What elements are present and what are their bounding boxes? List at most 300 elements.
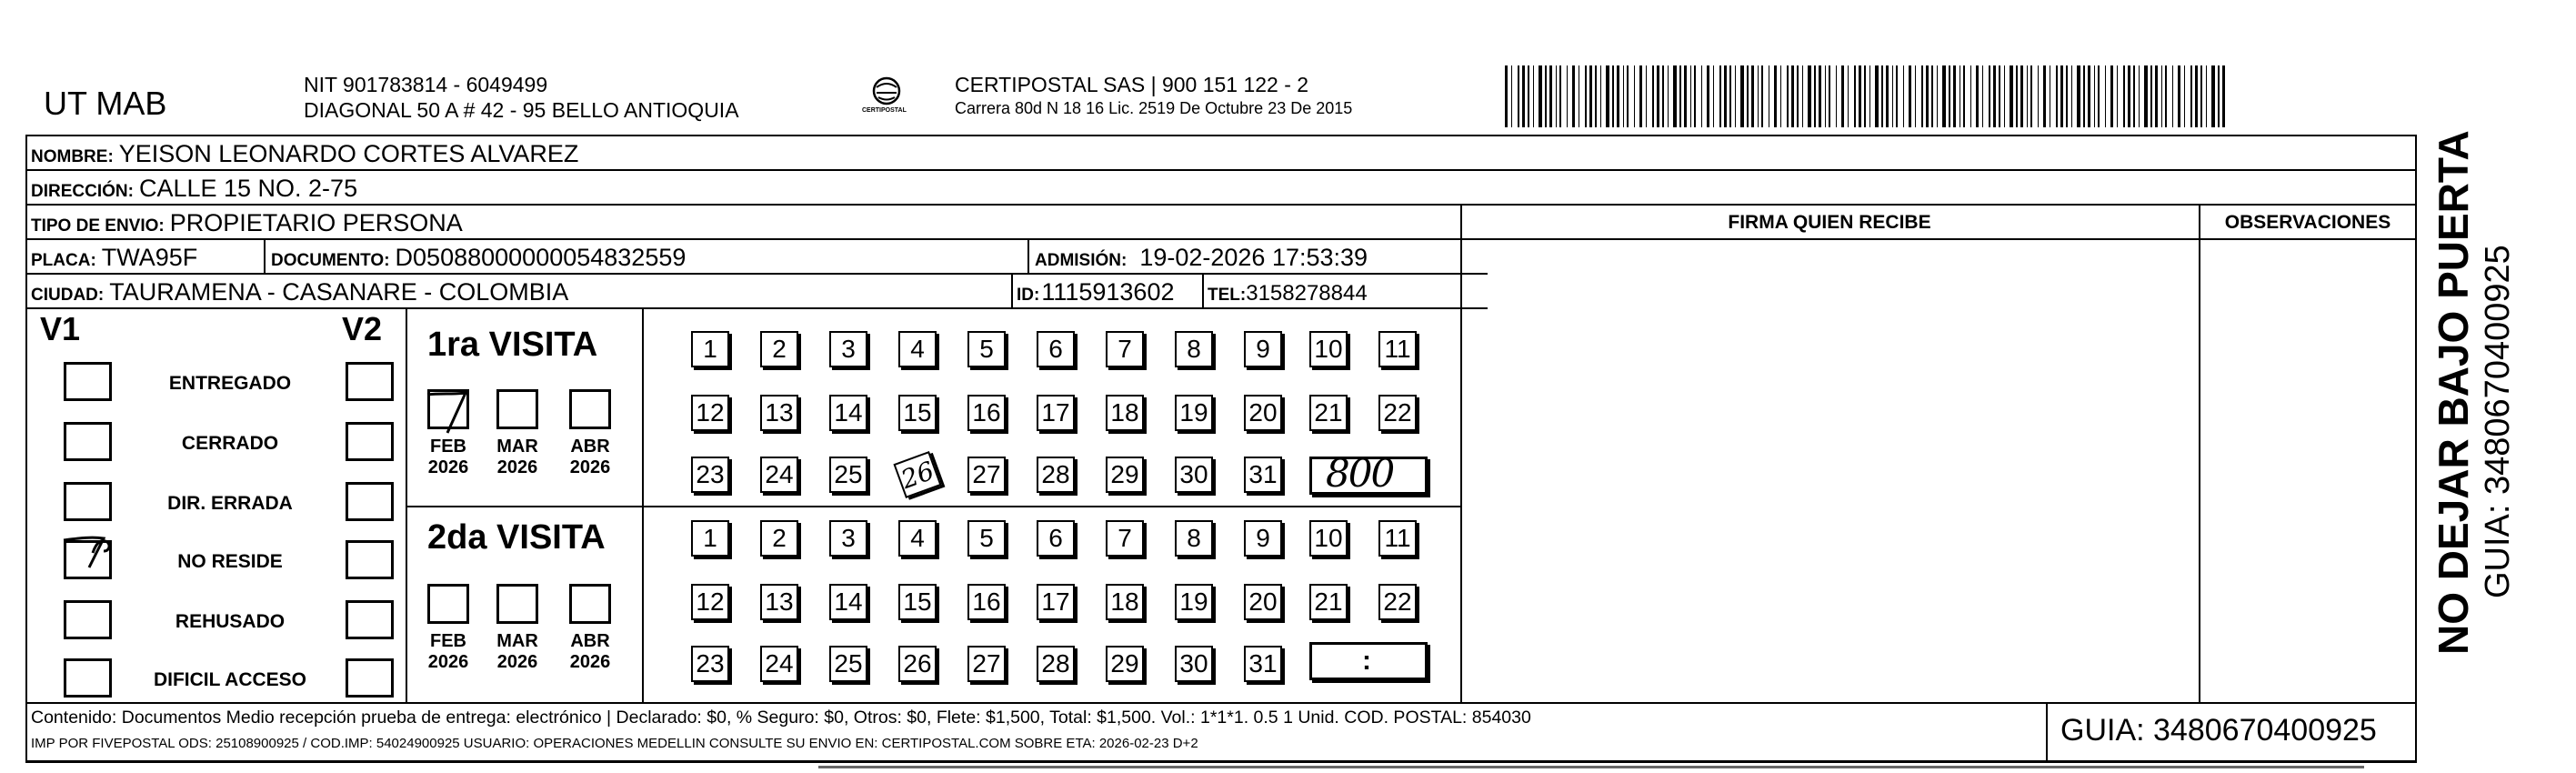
second-visit-day-31[interactable]: 31: [1244, 646, 1282, 682]
barcode-bar: [2184, 65, 2185, 127]
row-line-4: [25, 273, 1488, 275]
documento-label: DOCUMENTO:: [271, 251, 390, 270]
second-visit-day-24[interactable]: 24: [760, 646, 798, 682]
barcode-bar: [1612, 65, 1614, 127]
second-visit-day-26[interactable]: 26: [898, 646, 937, 682]
v1-checkbox[interactable]: [64, 422, 112, 461]
barcode-bar: [2190, 65, 2192, 127]
barcode-bar: [1600, 65, 1601, 127]
company-address: DIAGONAL 50 A # 42 - 95 BELLO ANTIOQUIA: [304, 98, 739, 122]
status-option-label: ENTREGADO: [168, 373, 292, 394]
barcode-bar: [2083, 65, 2085, 127]
id-field: [1017, 280, 1174, 305]
first-month-label: [561, 437, 619, 478]
barcode-bar: [1864, 65, 1866, 127]
frame-top: [25, 135, 2417, 136]
second-visit-day-7[interactable]: 7: [1106, 520, 1144, 557]
barcode-bar: [2206, 65, 2207, 127]
barcode-bar: [1903, 65, 1904, 127]
barcode-bar: [2043, 65, 2046, 127]
second-visit-day-13[interactable]: 13: [760, 584, 798, 620]
status-option-label: REHUSADO: [175, 611, 286, 632]
barcode-bar: [1808, 65, 1811, 127]
barcode-bar: [1533, 65, 1534, 127]
checkmark-feb-icon: [424, 387, 478, 437]
admision-label: ADMISIÓN:: [1035, 251, 1128, 270]
barcode-bar: [1572, 65, 1575, 127]
second-visit-day-6[interactable]: 6: [1037, 520, 1075, 557]
barcode-bar: [2211, 65, 2215, 127]
first-visit-day-28[interactable]: 28: [1037, 457, 1075, 493]
tipo-value: PROPIETARIO PERSONA: [169, 209, 463, 236]
barcode-bar: [2060, 65, 2063, 127]
first-visit-day-30[interactable]: 30: [1175, 457, 1213, 493]
barcode-bar: [1999, 65, 2000, 127]
barcode-bar: [1993, 65, 1996, 127]
barcode-bar: [1819, 65, 1821, 127]
direccion-label: DIRECCIÓN:: [31, 182, 134, 201]
barcode-bar: [1915, 65, 1916, 127]
first-month-checkbox[interactable]: [569, 389, 611, 429]
barcode-bar: [1668, 65, 1669, 127]
sig-column-left: [1460, 204, 1462, 702]
barcode-bar: [1740, 65, 1744, 127]
second-month-checkbox[interactable]: [496, 584, 538, 624]
first-visit-day-23[interactable]: 23: [691, 457, 729, 493]
sig-header-line: [1460, 238, 2417, 240]
barcode-bar: [1774, 65, 1777, 127]
barcode-bar: [2088, 65, 2090, 127]
second-visit-day-17[interactable]: 17: [1037, 584, 1075, 620]
admision-field: [1035, 246, 1368, 270]
first-visit-day-22[interactable]: 22: [1378, 395, 1417, 431]
v2-checkbox[interactable]: [346, 482, 394, 521]
barcode-bar: [1539, 65, 1542, 127]
barcode-bars: [1505, 65, 2232, 127]
barcode-bar: [2077, 65, 2080, 127]
status-option-label: DIR. ERRADA: [167, 493, 293, 514]
month-name: ABR: [570, 631, 610, 651]
barcode-bar: [1567, 65, 1568, 127]
first-visit-time-handwritten: 800: [1326, 451, 1394, 496]
barcode-bar: [2098, 65, 2100, 127]
visit-divider: [642, 307, 644, 702]
barcode-bar: [1701, 65, 1702, 127]
second-visit-day-21[interactable]: 21: [1309, 584, 1348, 620]
barcode-bar: [1854, 65, 1856, 127]
barcode-bar: [1859, 65, 1861, 127]
second-visit-day-3[interactable]: 3: [829, 520, 867, 557]
second-visit-day-28[interactable]: 28: [1037, 646, 1075, 682]
v2-checkbox[interactable]: [346, 362, 394, 401]
first-visit-day-13[interactable]: 13: [760, 395, 798, 431]
tel-value: 3158278844: [1246, 281, 1368, 306]
barcode-bar: [1848, 65, 1849, 127]
first-visit-day-18[interactable]: 18: [1106, 395, 1144, 431]
barcode-bar: [1963, 65, 1965, 127]
second-visit-day-23[interactable]: 23: [691, 646, 729, 682]
barcode-bar: [1970, 65, 1971, 127]
second-visit-day-12[interactable]: 12: [691, 584, 729, 620]
first-month-label: [488, 437, 546, 478]
barcode-bar: [1662, 65, 1664, 127]
first-visit-day-7[interactable]: 7: [1106, 331, 1144, 367]
first-month-label: [419, 437, 477, 478]
barcode-bar: [1694, 65, 1696, 127]
barcode-bar: [2020, 65, 2023, 127]
nombre-label: NOMBRE:: [31, 147, 114, 166]
barcode-bar: [2128, 65, 2130, 127]
barcode-bar: [1627, 65, 1629, 127]
first-visit-day-2[interactable]: 2: [760, 331, 798, 367]
barcode-bar: [1684, 65, 1687, 127]
barcode-bar: [1982, 65, 1983, 127]
barcode-bar: [2038, 65, 2039, 127]
barcode-bar: [2144, 65, 2148, 127]
barcode-bar: [1713, 65, 1714, 127]
barcode-bar: [2222, 65, 2225, 127]
barcode-bar: [1875, 65, 1879, 127]
second-visit-day-22[interactable]: 22: [1378, 584, 1417, 620]
nombre-value: YEISON LEONARDO CORTES ALVAREZ: [118, 140, 579, 167]
barcode-bar: [1797, 65, 1799, 127]
first-visit-day-14[interactable]: 14: [829, 395, 867, 431]
row-line-1: [25, 169, 2417, 171]
barcode-bar: [1869, 65, 1870, 127]
first-visit-day-9[interactable]: 9: [1244, 331, 1282, 367]
v2-checkbox[interactable]: [346, 658, 394, 698]
first-visit-day-12[interactable]: 12: [691, 395, 729, 431]
second-visit-day-27[interactable]: 27: [967, 646, 1006, 682]
first-visit-day-25[interactable]: 25: [829, 457, 867, 493]
barcode-bar: [2218, 65, 2220, 127]
status-option-label: NO RESIDE: [177, 551, 283, 572]
barcode-bar: [1886, 65, 1889, 127]
barcode-bar: [1937, 65, 1938, 127]
barcode-bar: [1639, 65, 1642, 127]
barcode-bar: [1617, 65, 1619, 127]
ciudad-value: TAURAMENA - CASANARE - COLOMBIA: [109, 278, 569, 306]
barcode-bar: [1724, 65, 1727, 127]
second-visit-day-25[interactable]: 25: [829, 646, 867, 682]
month-year: 2026: [427, 652, 469, 672]
direccion-value: CALLE 15 NO. 2-75: [138, 175, 358, 202]
second-visit-day-9[interactable]: 9: [1244, 520, 1282, 557]
first-visit-day-16[interactable]: 16: [967, 395, 1006, 431]
first-visit-day-10[interactable]: 10: [1309, 331, 1348, 367]
barcode-bar: [1522, 65, 1525, 127]
barcode-bar: [1747, 65, 1749, 127]
barcode-bar: [1892, 65, 1893, 127]
barcode-bar: [1921, 65, 1923, 127]
second-month-label: [419, 631, 477, 673]
first-visit-day-17[interactable]: 17: [1037, 395, 1075, 431]
second-visit-day-18[interactable]: 18: [1106, 584, 1144, 620]
barcode-bar: [1942, 65, 1946, 127]
placa-divider: [264, 238, 266, 273]
month-name: FEB: [430, 631, 466, 651]
barcode-bar: [2071, 65, 2072, 127]
barcode-bar: [1585, 65, 1587, 127]
barcode-bar: [2117, 65, 2118, 127]
v1-checkbox[interactable]: [64, 658, 112, 698]
placa-field: [31, 246, 197, 270]
barcode-bar: [1646, 65, 1647, 127]
barcode-bar: [2016, 65, 2018, 127]
barcode-bar: [1836, 65, 1837, 127]
barcode-bar: [2030, 65, 2032, 127]
row-line-2: [25, 204, 2417, 206]
barcode-bar: [1814, 65, 1816, 127]
barcode-bar: [1606, 65, 1609, 127]
barcode-bar: [1652, 65, 1654, 127]
barcode-bar: [2161, 65, 2162, 127]
first-visit-day-21[interactable]: 21: [1309, 395, 1348, 431]
barcode-bar: [2200, 65, 2202, 127]
firma-header: FIRMA QUIEN RECIBE: [1728, 212, 1931, 233]
second-visit-day-20[interactable]: 20: [1244, 584, 1282, 620]
frame-left: [25, 135, 27, 762]
certipostal-logo: [855, 75, 918, 120]
first-visit-day-6[interactable]: 6: [1037, 331, 1075, 367]
side-guia: GUIA: 3480670400925: [2479, 245, 2517, 598]
barcode-bar: [1976, 65, 1979, 127]
barcode-bar: [2123, 65, 2125, 127]
month-year: 2026: [569, 652, 611, 672]
second-month-checkbox[interactable]: [569, 584, 611, 624]
barcode-bar: [1926, 65, 1929, 127]
barcode-bar: [1758, 65, 1759, 127]
visit-split-line: [406, 506, 1462, 507]
company-name: UT MAB: [44, 85, 167, 122]
v1-checkbox[interactable]: [64, 482, 112, 521]
barcode-bar: [1673, 65, 1677, 127]
second-visit-day-19[interactable]: 19: [1175, 584, 1213, 620]
checkmark-no-reside-icon: [60, 529, 133, 575]
tel-field: [1208, 280, 1368, 305]
barcode-bar: [2165, 65, 2167, 127]
first-visit-day-19[interactable]: 19: [1175, 395, 1213, 431]
barcode-bar: [2150, 65, 2152, 127]
month-year: 2026: [569, 457, 611, 477]
nombre-field: [31, 142, 578, 166]
month-name: FEB: [430, 437, 466, 457]
barcode-bar: [1679, 65, 1681, 127]
first-visit-day-15[interactable]: 15: [898, 395, 937, 431]
first-visit-day-11[interactable]: 11: [1378, 331, 1417, 367]
barcode-bar: [2110, 65, 2113, 127]
first-visit-day-20[interactable]: 20: [1244, 395, 1282, 431]
barcode: [1505, 65, 2232, 127]
barcode-bar: [1791, 65, 1794, 127]
tel-divider: [1202, 273, 1204, 307]
frame-right: [2415, 135, 2417, 762]
v2-checkbox[interactable]: [346, 422, 394, 461]
month-name: MAR: [496, 437, 538, 457]
barcode-bar: [1707, 65, 1709, 127]
barcode-bar: [1518, 65, 1519, 127]
barcode-bar: [2133, 65, 2135, 127]
barcode-bar: [1559, 65, 1561, 127]
first-visit-day-4[interactable]: 4: [898, 331, 937, 367]
second-visit-day-16[interactable]: 16: [967, 584, 1006, 620]
barcode-bar: [2004, 65, 2005, 127]
footer-guia: GUIA: 3480670400925: [2060, 713, 2377, 748]
footer-top-line: [25, 702, 2417, 704]
barcode-bar: [2172, 65, 2173, 127]
ciudad-field: [31, 280, 568, 305]
barcode-bar: [1657, 65, 1659, 127]
second-month-label: [488, 631, 546, 673]
status-option-label: DIFICIL ACCESO: [153, 669, 306, 690]
first-visit-day-29[interactable]: 29: [1106, 457, 1144, 493]
barcode-bar: [1735, 65, 1736, 127]
barcode-bar: [1751, 65, 1754, 127]
barcode-bar: [1595, 65, 1597, 127]
second-visit-title: 2da VISITA: [427, 518, 606, 557]
barcode-bar: [1761, 65, 1763, 127]
barcode-bar: [1989, 65, 1990, 127]
barcode-bar: [2010, 65, 2013, 127]
admision-divider: [1027, 238, 1029, 273]
footer-guia-divider: [2046, 702, 2048, 760]
placa-label: PLACA:: [31, 251, 96, 270]
status-option-label: CERRADO: [181, 433, 279, 454]
status-divider: [406, 307, 407, 702]
company-nit: NIT 901783814 - 6049499: [304, 73, 548, 96]
second-visit-day-29[interactable]: 29: [1106, 646, 1144, 682]
tipo-field: [31, 211, 463, 236]
first-visit-day-31[interactable]: 31: [1244, 457, 1282, 493]
month-year: 2026: [427, 457, 469, 477]
v2-checkbox[interactable]: [346, 540, 394, 579]
month-name: ABR: [570, 437, 610, 457]
footer-imp: IMP POR FIVEPOSTAL ODS: 25108900925 / COD.IMP: 54024900925 USUARIO: OPERACIONES MEDELLIN CONSULTE SU ENVIO EN: CERTIPOSTAL.COM SOBRE ETA: 2026-02-23 D+2: [31, 736, 1198, 751]
barcode-bar: [1829, 65, 1830, 127]
row-line-5: [25, 307, 1488, 309]
barcode-bar: [1528, 65, 1529, 127]
barcode-bar: [1690, 65, 1691, 127]
v2-label: V2: [342, 310, 383, 347]
second-visit-day-1[interactable]: 1: [691, 520, 729, 557]
placa-value: TWA95F: [101, 244, 198, 271]
barcode-bar: [1719, 65, 1721, 127]
v1-label: V1: [40, 310, 81, 347]
admision-value: 19-02-2026 17:53:39: [1139, 244, 1368, 271]
second-visit-day-8[interactable]: 8: [1175, 520, 1213, 557]
first-visit-day-24[interactable]: 24: [760, 457, 798, 493]
second-visit-day-2[interactable]: 2: [760, 520, 798, 557]
second-visit-day-14[interactable]: 14: [829, 584, 867, 620]
first-month-checkbox[interactable]: [496, 389, 538, 429]
barcode-bar: [1505, 65, 1508, 127]
logo-caption: CERTIPOSTAL: [862, 107, 907, 114]
documento-value: D05088000000054832559: [395, 244, 687, 271]
first-visit-day-27[interactable]: 27: [967, 457, 1006, 493]
carrier-name: CERTIPOSTAL SAS | 900 151 122 - 2: [955, 73, 1309, 96]
barcode-bar: [1825, 65, 1826, 127]
barcode-bar: [2105, 65, 2106, 127]
barcode-bar: [1511, 65, 1512, 127]
obs-column-left: [2199, 204, 2200, 702]
observaciones-header: OBSERVACIONES: [2224, 212, 2391, 233]
month-year: 2026: [496, 457, 538, 477]
barcode-bar: [1780, 65, 1781, 127]
second-month-checkbox[interactable]: [427, 584, 469, 624]
barcode-bar: [1729, 65, 1731, 127]
documento-field: [271, 246, 686, 270]
id-divider: [1011, 273, 1013, 307]
ciudad-label: CIUDAD:: [31, 286, 105, 305]
direccion-field: [31, 176, 357, 201]
barcode-bar: [2094, 65, 2095, 127]
second-visit-day-11[interactable]: 11: [1378, 520, 1417, 557]
v1-checkbox[interactable]: [64, 600, 112, 639]
row-line-3: [25, 238, 1488, 240]
barcode-bar: [2056, 65, 2058, 127]
barcode-bar: [1931, 65, 1933, 127]
first-visit-title: 1ra VISITA: [427, 326, 598, 364]
barcode-bar: [1589, 65, 1592, 127]
second-visit-day-4[interactable]: 4: [898, 520, 937, 557]
second-visit-day-15[interactable]: 15: [898, 584, 937, 620]
barcode-bar: [2066, 65, 2068, 127]
barcode-bar: [2155, 65, 2158, 127]
second-visit-day-30[interactable]: 30: [1175, 646, 1213, 682]
first-visit-day-26[interactable]: 26: [893, 451, 941, 498]
id-label: ID:: [1017, 286, 1040, 305]
tel-label: TEL:: [1208, 286, 1247, 305]
bottom-edge-strip: [818, 766, 2364, 768]
barcode-bar: [1634, 65, 1635, 127]
barcode-bar: [2178, 65, 2180, 127]
barcode-bar: [1841, 65, 1844, 127]
barcode-bar: [1909, 65, 1911, 127]
barcode-bar: [1623, 65, 1624, 127]
frame-bottom: [25, 760, 2417, 763]
first-visit-day-5[interactable]: 5: [967, 331, 1006, 367]
id-value: 1115913602: [1041, 278, 1175, 306]
v2-checkbox[interactable]: [346, 600, 394, 639]
second-visit-day-5[interactable]: 5: [967, 520, 1006, 557]
second-visit-time: :: [1362, 646, 1371, 676]
barcode-bar: [1549, 65, 1552, 127]
barcode-bar: [2195, 65, 2198, 127]
month-year: 2026: [496, 652, 538, 672]
second-month-label: [561, 631, 619, 673]
barcode-bar: [1949, 65, 1950, 127]
barcode-bar: [1802, 65, 1803, 127]
barcode-bar: [1545, 65, 1547, 127]
second-visit-day-10[interactable]: 10: [1309, 520, 1348, 557]
barcode-bar: [1953, 65, 1956, 127]
barcode-bar: [1881, 65, 1883, 127]
barcode-bar: [1896, 65, 1898, 127]
carrier-address: Carrera 80d N 18 16 Lic. 2519 De Octubre 23 De 2015: [955, 99, 1353, 117]
barcode-bar: [2139, 65, 2140, 127]
tipo-label: TIPO DE ENVIO:: [31, 216, 165, 236]
first-visit-day-8[interactable]: 8: [1175, 331, 1213, 367]
first-visit-day-1[interactable]: 1: [691, 331, 729, 367]
v1-checkbox[interactable]: [64, 362, 112, 401]
no-dejar-bajo-puerta: NO DEJAR BAJO PUERTA: [2430, 130, 2477, 655]
footer-contenido: Contenido: Documentos Medio recepción prueba de entrega: electrónico | Declarado: $0, % Seguro: $0, Otros: $0, Flete: $1,500, Total: $1,500. Vol.: 1*1*1. 0.5 1 Unid. COD. POSTAL: 854030: [31, 708, 1531, 728]
first-visit-day-3[interactable]: 3: [829, 331, 867, 367]
barcode-bar: [2027, 65, 2028, 127]
barcode-bar: [1787, 65, 1789, 127]
barcode-bar: [1556, 65, 1557, 127]
month-name: MAR: [496, 631, 538, 651]
